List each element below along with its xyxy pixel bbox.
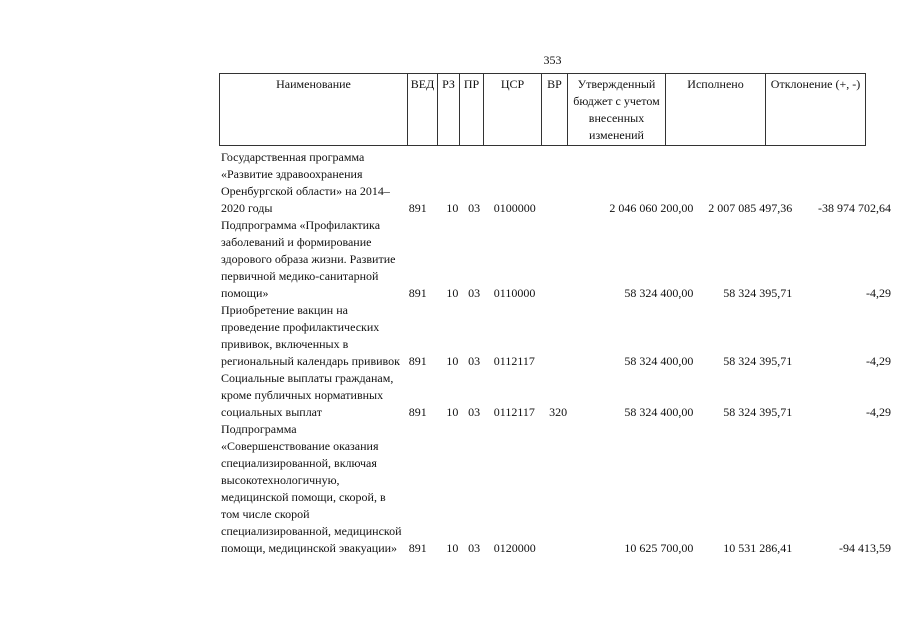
row-rz: 10	[446, 354, 459, 368]
table-row	[221, 370, 891, 421]
table-row	[221, 149, 891, 217]
row-rz: 10	[446, 405, 459, 419]
row-executed: 58 324 395,71	[723, 405, 793, 419]
table-header	[219, 73, 866, 146]
row-rz: 10	[446, 201, 459, 215]
row-rz: 10	[446, 286, 459, 300]
row-csr: 0112117	[493, 405, 535, 419]
row-deviation: -94 413,59	[839, 541, 892, 555]
row-executed: 58 324 395,71	[723, 354, 793, 368]
row-name: Приобретение вакцин на проведение профилактических прививок, включенных в региональный календарь прививок	[221, 303, 400, 368]
row-executed: 10 531 286,41	[723, 541, 793, 555]
row-pr: 03	[468, 405, 481, 419]
row-deviation: -4,29	[866, 286, 892, 300]
row-ved: 891	[408, 286, 427, 300]
row-ved: 891	[408, 541, 427, 555]
header-pr: ПР	[460, 74, 484, 146]
row-deviation: -4,29	[866, 354, 892, 368]
row-vr: 320	[549, 405, 568, 419]
row-csr: 0110000	[493, 286, 536, 300]
row-deviation: -4,29	[866, 405, 892, 419]
row-executed: 58 324 395,71	[723, 286, 793, 300]
row-pr: 03	[468, 286, 481, 300]
header-executed: Исполнено	[666, 74, 766, 146]
row-executed: 2 007 085 497,36	[708, 201, 793, 215]
header-deviation: Отклонение (+, -)	[766, 74, 866, 146]
row-pr: 03	[468, 354, 481, 368]
page-number: 353	[543, 53, 562, 67]
row-csr: 0100000	[493, 201, 536, 215]
row-rz: 10	[446, 541, 459, 555]
header-ved: ВЕД	[408, 74, 438, 146]
row-ved: 891	[408, 354, 427, 368]
row-name: Подпрограмма «Совершенствование оказания специализированной, включая высокотехнологичную, медицинской помощи, скорой, в том числе скорой специализированной, медицинской помощи, медицинской эвакуации»	[221, 422, 402, 555]
row-csr: 0112117	[493, 354, 535, 368]
table-row	[221, 302, 891, 370]
row-name: Государственная программа «Развитие здравоохранения Оренбургской области» на 2014–2020 годы	[221, 150, 390, 215]
table-row	[221, 421, 891, 557]
row-budget: 2 046 060 200,00	[609, 201, 694, 215]
row-pr: 03	[468, 541, 481, 555]
header-name: Наименование	[220, 74, 408, 146]
row-csr: 0120000	[493, 541, 536, 555]
row-budget: 58 324 400,00	[624, 286, 694, 300]
header-vr: ВР	[542, 74, 568, 146]
row-pr: 03	[468, 201, 481, 215]
row-ved: 891	[408, 405, 427, 419]
table-row	[221, 217, 891, 302]
row-name: Подпрограмма «Профилактика заболеваний и формирование здорового образа жизни. Развитие первичной медико-санитарной помощи»	[221, 218, 396, 300]
row-deviation: -38 974 702,64	[818, 201, 892, 215]
header-budget: Утвержденный бюджет с учетом внесенных изменений	[568, 74, 666, 146]
row-budget: 58 324 400,00	[624, 405, 694, 419]
row-budget: 10 625 700,00	[624, 541, 694, 555]
row-budget: 58 324 400,00	[624, 354, 694, 368]
header-csr: ЦСР	[484, 74, 542, 146]
row-ved: 891	[408, 201, 427, 215]
table-body	[221, 149, 891, 557]
header-rz: РЗ	[438, 74, 460, 146]
row-name: Социальные выплаты гражданам, кроме публичных нормативных социальных выплат	[221, 371, 394, 419]
